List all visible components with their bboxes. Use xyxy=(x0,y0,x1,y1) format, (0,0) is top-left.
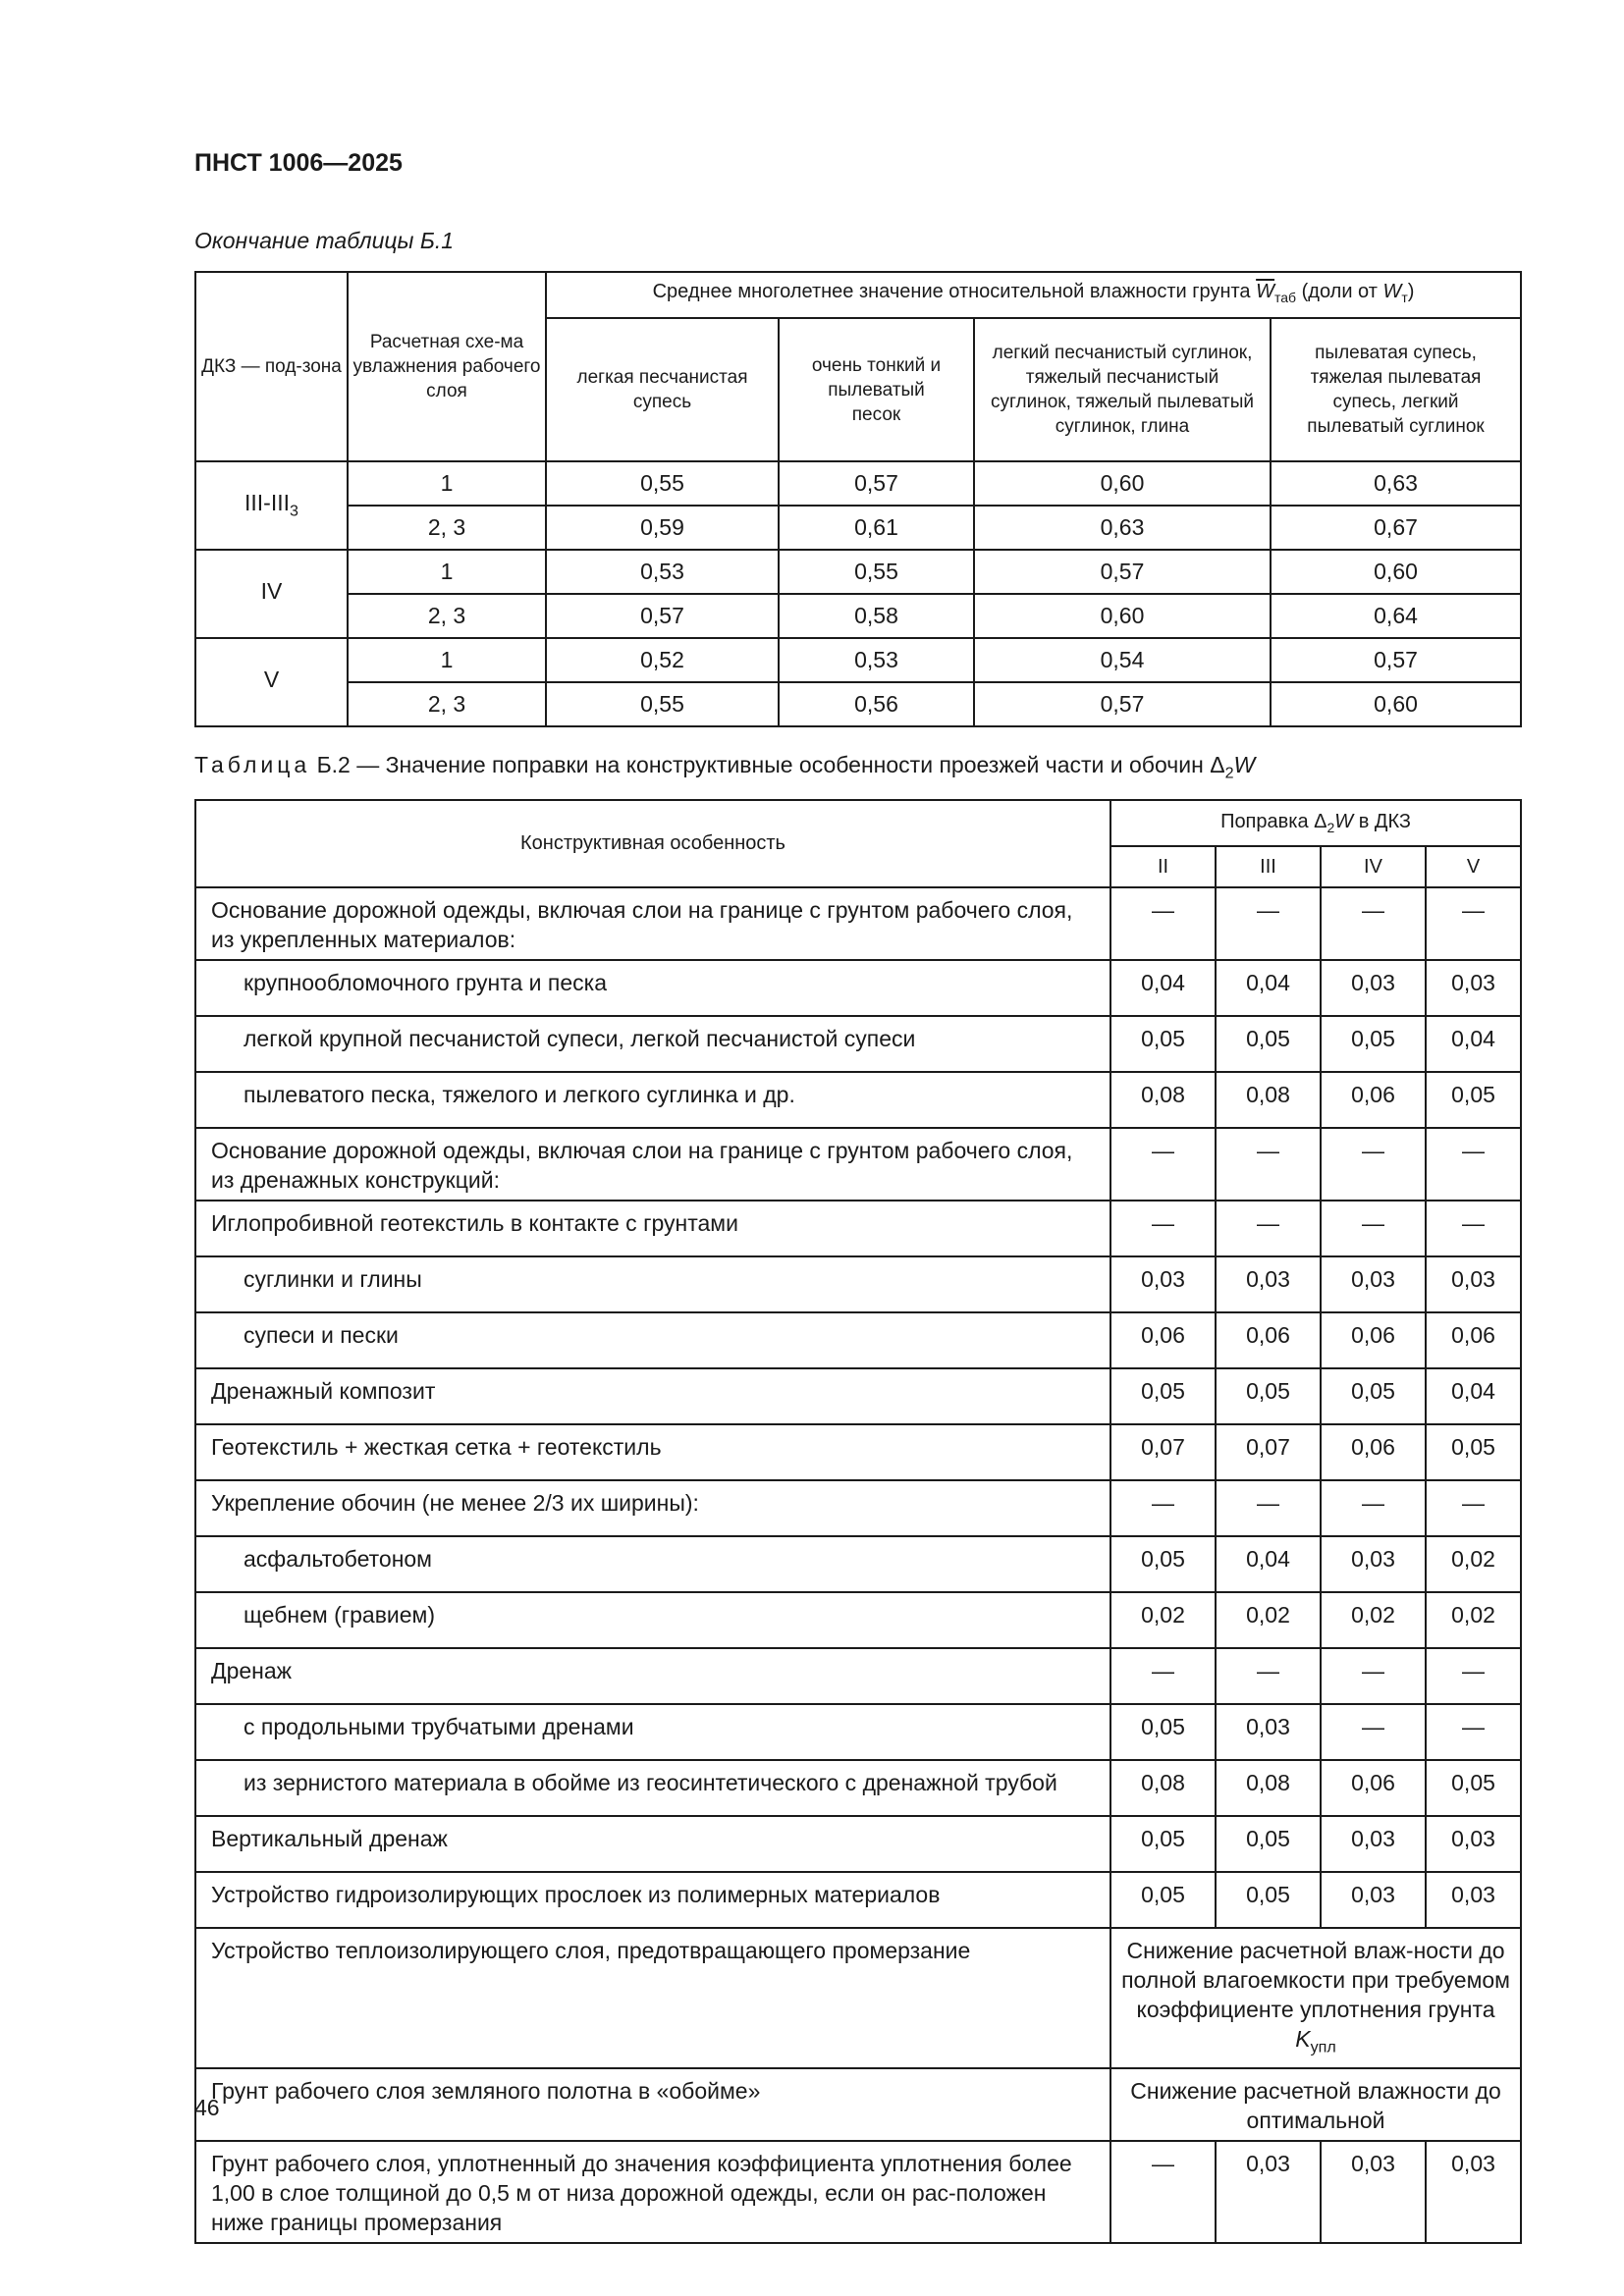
table-row xyxy=(195,550,1521,594)
table-row xyxy=(195,1424,1521,1480)
value-cell: 0,03 xyxy=(1321,2141,1426,2243)
value-cell: 0,60 xyxy=(974,461,1271,506)
scheme-cell: 1 xyxy=(348,638,546,682)
value-cell: 0,60 xyxy=(974,594,1271,638)
value-cell: 0,57 xyxy=(974,550,1271,594)
value-cell: — xyxy=(1321,1704,1426,1760)
value-cell: 0,08 xyxy=(1216,1072,1321,1128)
value-cell: 0,07 xyxy=(1110,1424,1216,1480)
subheader-soil-3: легкий песчанистый суглинок, тяжелый песчанистый суглинок, тяжелый пылеватый суглинок, глина xyxy=(974,318,1271,461)
value-cell: 0,63 xyxy=(1271,461,1521,506)
value-cell: — xyxy=(1426,1128,1521,1201)
value-cell: 0,57 xyxy=(779,461,974,506)
value-cell: 0,05 xyxy=(1216,1368,1321,1424)
value-cell: — xyxy=(1216,1201,1321,1256)
value-span-cell: Снижение расчетной влаж-ности до полной влагоемкости при требуемом коэффициенте уплотнения грунта $K_{упл}$ xyxy=(1110,1928,1521,2068)
subheader-soil-1: легкая песчанистая супесь xyxy=(546,318,779,461)
value-cell: — xyxy=(1110,1128,1216,1201)
value-cell: 0,04 xyxy=(1216,1536,1321,1592)
table-row xyxy=(195,1928,1521,2068)
table-row xyxy=(195,1872,1521,1928)
table-row xyxy=(195,1201,1521,1256)
table1-caption: Окончание таблицы Б.1 xyxy=(194,228,455,253)
feature-cell: Устройство теплоизолирующего слоя, предотвращающего промерзание xyxy=(195,1928,1110,2068)
page-number: 46 xyxy=(194,2095,220,2120)
value-cell: 0,06 xyxy=(1110,1312,1216,1368)
value-cell: 0,05 xyxy=(1110,1536,1216,1592)
feature-cell: Основание дорожной одежды, включая слои на границе с грунтом рабочего слоя, из укрепленных материалов: xyxy=(195,887,1110,960)
value-cell: — xyxy=(1321,1201,1426,1256)
feature-cell: крупнообломочного грунта и песка xyxy=(195,960,1110,1016)
value-cell: 0,03 xyxy=(1426,960,1521,1016)
col-header-zone: III xyxy=(1216,846,1321,887)
table-row xyxy=(195,1592,1521,1648)
value-cell: — xyxy=(1110,887,1216,960)
table-row xyxy=(195,2141,1521,2243)
value-cell: 0,05 xyxy=(1426,1424,1521,1480)
value-cell: 0,54 xyxy=(974,638,1271,682)
value-cell: 0,57 xyxy=(974,682,1271,726)
feature-cell: из зернистого материала в обойме из геосинтетического с дренажной трубой xyxy=(195,1760,1110,1816)
value-cell: — xyxy=(1426,1201,1521,1256)
feature-cell: Укрепление обочин (не менее 2/3 их ширины): xyxy=(195,1480,1110,1536)
table-row xyxy=(195,1072,1521,1128)
value-cell: 0,03 xyxy=(1321,960,1426,1016)
value-cell: 0,59 xyxy=(546,506,779,550)
value-cell: 0,05 xyxy=(1216,1816,1321,1872)
table-row xyxy=(195,682,1521,726)
value-cell: 0,56 xyxy=(779,682,974,726)
table2-caption: Таблица Б.2 — Значение поправки на конструктивные особенности проезжей части и обочин $\Delta_2W$ xyxy=(194,752,1256,782)
value-cell: 0,05 xyxy=(1426,1072,1521,1128)
table-row xyxy=(195,1128,1521,1201)
value-cell: 0,06 xyxy=(1321,1760,1426,1816)
scheme-cell: 1 xyxy=(348,550,546,594)
feature-cell: Основание дорожной одежды, включая слои на границе с грунтом рабочего слоя, из дренажных конструкций: xyxy=(195,1128,1110,1201)
value-cell: 0,02 xyxy=(1216,1592,1321,1648)
feature-cell: пылеватого песка, тяжелого и легкого суглинка и др. xyxy=(195,1072,1110,1128)
value-cell: 0,04 xyxy=(1426,1368,1521,1424)
table-row xyxy=(195,887,1521,960)
value-cell: — xyxy=(1216,1128,1321,1201)
feature-cell: Вертикальный дренаж xyxy=(195,1816,1110,1872)
feature-cell: с продольными трубчатыми дренами xyxy=(195,1704,1110,1760)
value-cell: 0,04 xyxy=(1216,960,1321,1016)
value-cell: 0,08 xyxy=(1110,1072,1216,1128)
table-row xyxy=(195,1016,1521,1072)
value-cell: 0,03 xyxy=(1426,1872,1521,1928)
value-cell: — xyxy=(1216,887,1321,960)
scheme-cell: 1 xyxy=(348,461,546,506)
document-id: ПНСТ 1006—2025 xyxy=(194,149,403,177)
value-cell: 0,67 xyxy=(1271,506,1521,550)
value-cell: 0,03 xyxy=(1426,1256,1521,1312)
value-cell: 0,08 xyxy=(1110,1760,1216,1816)
value-cell: 0,02 xyxy=(1426,1592,1521,1648)
value-cell: 0,05 xyxy=(1216,1872,1321,1928)
value-cell: 0,61 xyxy=(779,506,974,550)
value-cell: 0,02 xyxy=(1321,1592,1426,1648)
value-cell: — xyxy=(1426,1648,1521,1704)
feature-cell: суглинки и глины xyxy=(195,1256,1110,1312)
feature-cell: Грунт рабочего слоя земляного полотна в «обойме» xyxy=(195,2068,1110,2141)
value-cell: 0,02 xyxy=(1110,1592,1216,1648)
table-row xyxy=(195,638,1521,682)
table-row xyxy=(195,1816,1521,1872)
value-cell: 0,03 xyxy=(1321,1872,1426,1928)
table-row xyxy=(195,1536,1521,1592)
table-row xyxy=(195,1760,1521,1816)
value-cell: 0,03 xyxy=(1426,2141,1521,2243)
value-cell: 0,06 xyxy=(1426,1312,1521,1368)
value-cell: — xyxy=(1216,1648,1321,1704)
value-cell: 0,02 xyxy=(1426,1536,1521,1592)
col-header-scheme: Расчетная схе-ма увлажнения рабочего слоя xyxy=(348,272,546,461)
value-cell: 0,05 xyxy=(1426,1760,1521,1816)
value-cell: 0,05 xyxy=(1321,1016,1426,1072)
zone-cell: V xyxy=(195,638,348,726)
col-header-zone: II xyxy=(1110,846,1216,887)
value-cell: 0,05 xyxy=(1110,1016,1216,1072)
zone-cell: IV xyxy=(195,550,348,638)
table-row xyxy=(195,594,1521,638)
value-cell: 0,60 xyxy=(1271,550,1521,594)
group-header-moisture: Среднее многолетнее значение относительной влажности грунта $\overline{W}_{таб}$ (доли от $W_т$) xyxy=(546,272,1521,318)
value-cell: 0,55 xyxy=(779,550,974,594)
value-cell: — xyxy=(1216,1480,1321,1536)
subheader-soil-4: пылеватая супесь, тяжелая пылеватая супесь, легкий пылеватый суглинок xyxy=(1271,318,1521,461)
value-cell: 0,07 xyxy=(1216,1424,1321,1480)
value-cell: 0,05 xyxy=(1110,1368,1216,1424)
value-cell: — xyxy=(1426,887,1521,960)
table-row xyxy=(195,1256,1521,1312)
value-cell: 0,05 xyxy=(1216,1016,1321,1072)
table-row xyxy=(195,1648,1521,1704)
zone-cell: III-$III_3$ xyxy=(195,461,348,550)
value-cell: 0,03 xyxy=(1110,1256,1216,1312)
table-row xyxy=(195,506,1521,550)
value-cell: 0,58 xyxy=(779,594,974,638)
feature-cell: асфальтобетоном xyxy=(195,1536,1110,1592)
value-cell: 0,03 xyxy=(1216,1704,1321,1760)
value-cell: 0,03 xyxy=(1216,1256,1321,1312)
scheme-cell: 2, 3 xyxy=(348,506,546,550)
table-row xyxy=(195,1704,1521,1760)
value-cell: 0,57 xyxy=(1271,638,1521,682)
value-cell: 0,05 xyxy=(1110,1816,1216,1872)
value-cell: 0,52 xyxy=(546,638,779,682)
value-cell: 0,03 xyxy=(1426,1816,1521,1872)
value-cell: — xyxy=(1110,1480,1216,1536)
table-b1-end xyxy=(194,271,1522,727)
value-cell: 0,03 xyxy=(1216,2141,1321,2243)
table-row xyxy=(195,2068,1521,2141)
value-cell: 0,06 xyxy=(1216,1312,1321,1368)
value-cell: 0,05 xyxy=(1110,1872,1216,1928)
col-header-dkz: ДКЗ — под-зона xyxy=(195,272,348,461)
value-cell: 0,05 xyxy=(1321,1368,1426,1424)
col-header-correction: Поправка $\Delta_2W$ в ДКЗ xyxy=(1110,800,1521,846)
col-header-feature: Конструктивная особенность xyxy=(195,800,1110,887)
col-header-zone: IV xyxy=(1321,846,1426,887)
feature-cell: супеси и пески xyxy=(195,1312,1110,1368)
value-cell: — xyxy=(1321,1480,1426,1536)
value-cell: 0,03 xyxy=(1321,1536,1426,1592)
value-cell: — xyxy=(1321,1648,1426,1704)
value-cell: 0,53 xyxy=(779,638,974,682)
value-cell: — xyxy=(1426,1704,1521,1760)
feature-cell: Иглопробивной геотекстиль в контакте с грунтами xyxy=(195,1201,1110,1256)
value-cell: 0,64 xyxy=(1271,594,1521,638)
value-cell: 0,53 xyxy=(546,550,779,594)
scheme-cell: 2, 3 xyxy=(348,594,546,638)
scheme-cell: 2, 3 xyxy=(348,682,546,726)
feature-cell: Геотекстиль + жесткая сетка + геотекстиль xyxy=(195,1424,1110,1480)
value-cell: 0,04 xyxy=(1110,960,1216,1016)
value-cell: 0,06 xyxy=(1321,1312,1426,1368)
feature-cell: Устройство гидроизолирующих прослоек из полимерных материалов xyxy=(195,1872,1110,1928)
feature-cell: Дренажный композит xyxy=(195,1368,1110,1424)
feature-cell: щебнем (гравием) xyxy=(195,1592,1110,1648)
value-cell: — xyxy=(1110,1201,1216,1256)
value-cell: 0,55 xyxy=(546,682,779,726)
value-cell: 0,60 xyxy=(1271,682,1521,726)
value-cell: 0,04 xyxy=(1426,1016,1521,1072)
table-row xyxy=(195,1312,1521,1368)
value-cell: 0,05 xyxy=(1110,1704,1216,1760)
value-cell: — xyxy=(1321,887,1426,960)
table-row xyxy=(195,960,1521,1016)
value-cell: 0,63 xyxy=(974,506,1271,550)
value-cell: 0,57 xyxy=(546,594,779,638)
value-cell: 0,06 xyxy=(1321,1424,1426,1480)
value-cell: — xyxy=(1426,1480,1521,1536)
value-cell: — xyxy=(1110,2141,1216,2243)
table-b2 xyxy=(194,799,1522,2244)
table-row xyxy=(195,461,1521,506)
col-header-zone: V xyxy=(1426,846,1521,887)
value-cell: 0,03 xyxy=(1321,1256,1426,1312)
feature-cell: легкой крупной песчанистой супеси, легкой песчанистой супеси xyxy=(195,1016,1110,1072)
subheader-soil-2: очень тонкий и пылеватый песок xyxy=(779,318,974,461)
value-cell: 0,55 xyxy=(546,461,779,506)
table-row xyxy=(195,1368,1521,1424)
value-cell: — xyxy=(1321,1128,1426,1201)
feature-cell: Дренаж xyxy=(195,1648,1110,1704)
table-row xyxy=(195,1480,1521,1536)
value-cell: — xyxy=(1110,1648,1216,1704)
value-cell: 0,06 xyxy=(1321,1072,1426,1128)
feature-cell: Грунт рабочего слоя, уплотненный до значения коэффициента уплотнения более 1,00 в слое толщиной до 0,5 м от низа дорожной одежды, если он рас-положен ниже границы промерзания xyxy=(195,2141,1110,2243)
value-cell: 0,08 xyxy=(1216,1760,1321,1816)
value-span-cell: Снижение расчетной влажности до оптимальной xyxy=(1110,2068,1521,2141)
value-cell: 0,03 xyxy=(1321,1816,1426,1872)
